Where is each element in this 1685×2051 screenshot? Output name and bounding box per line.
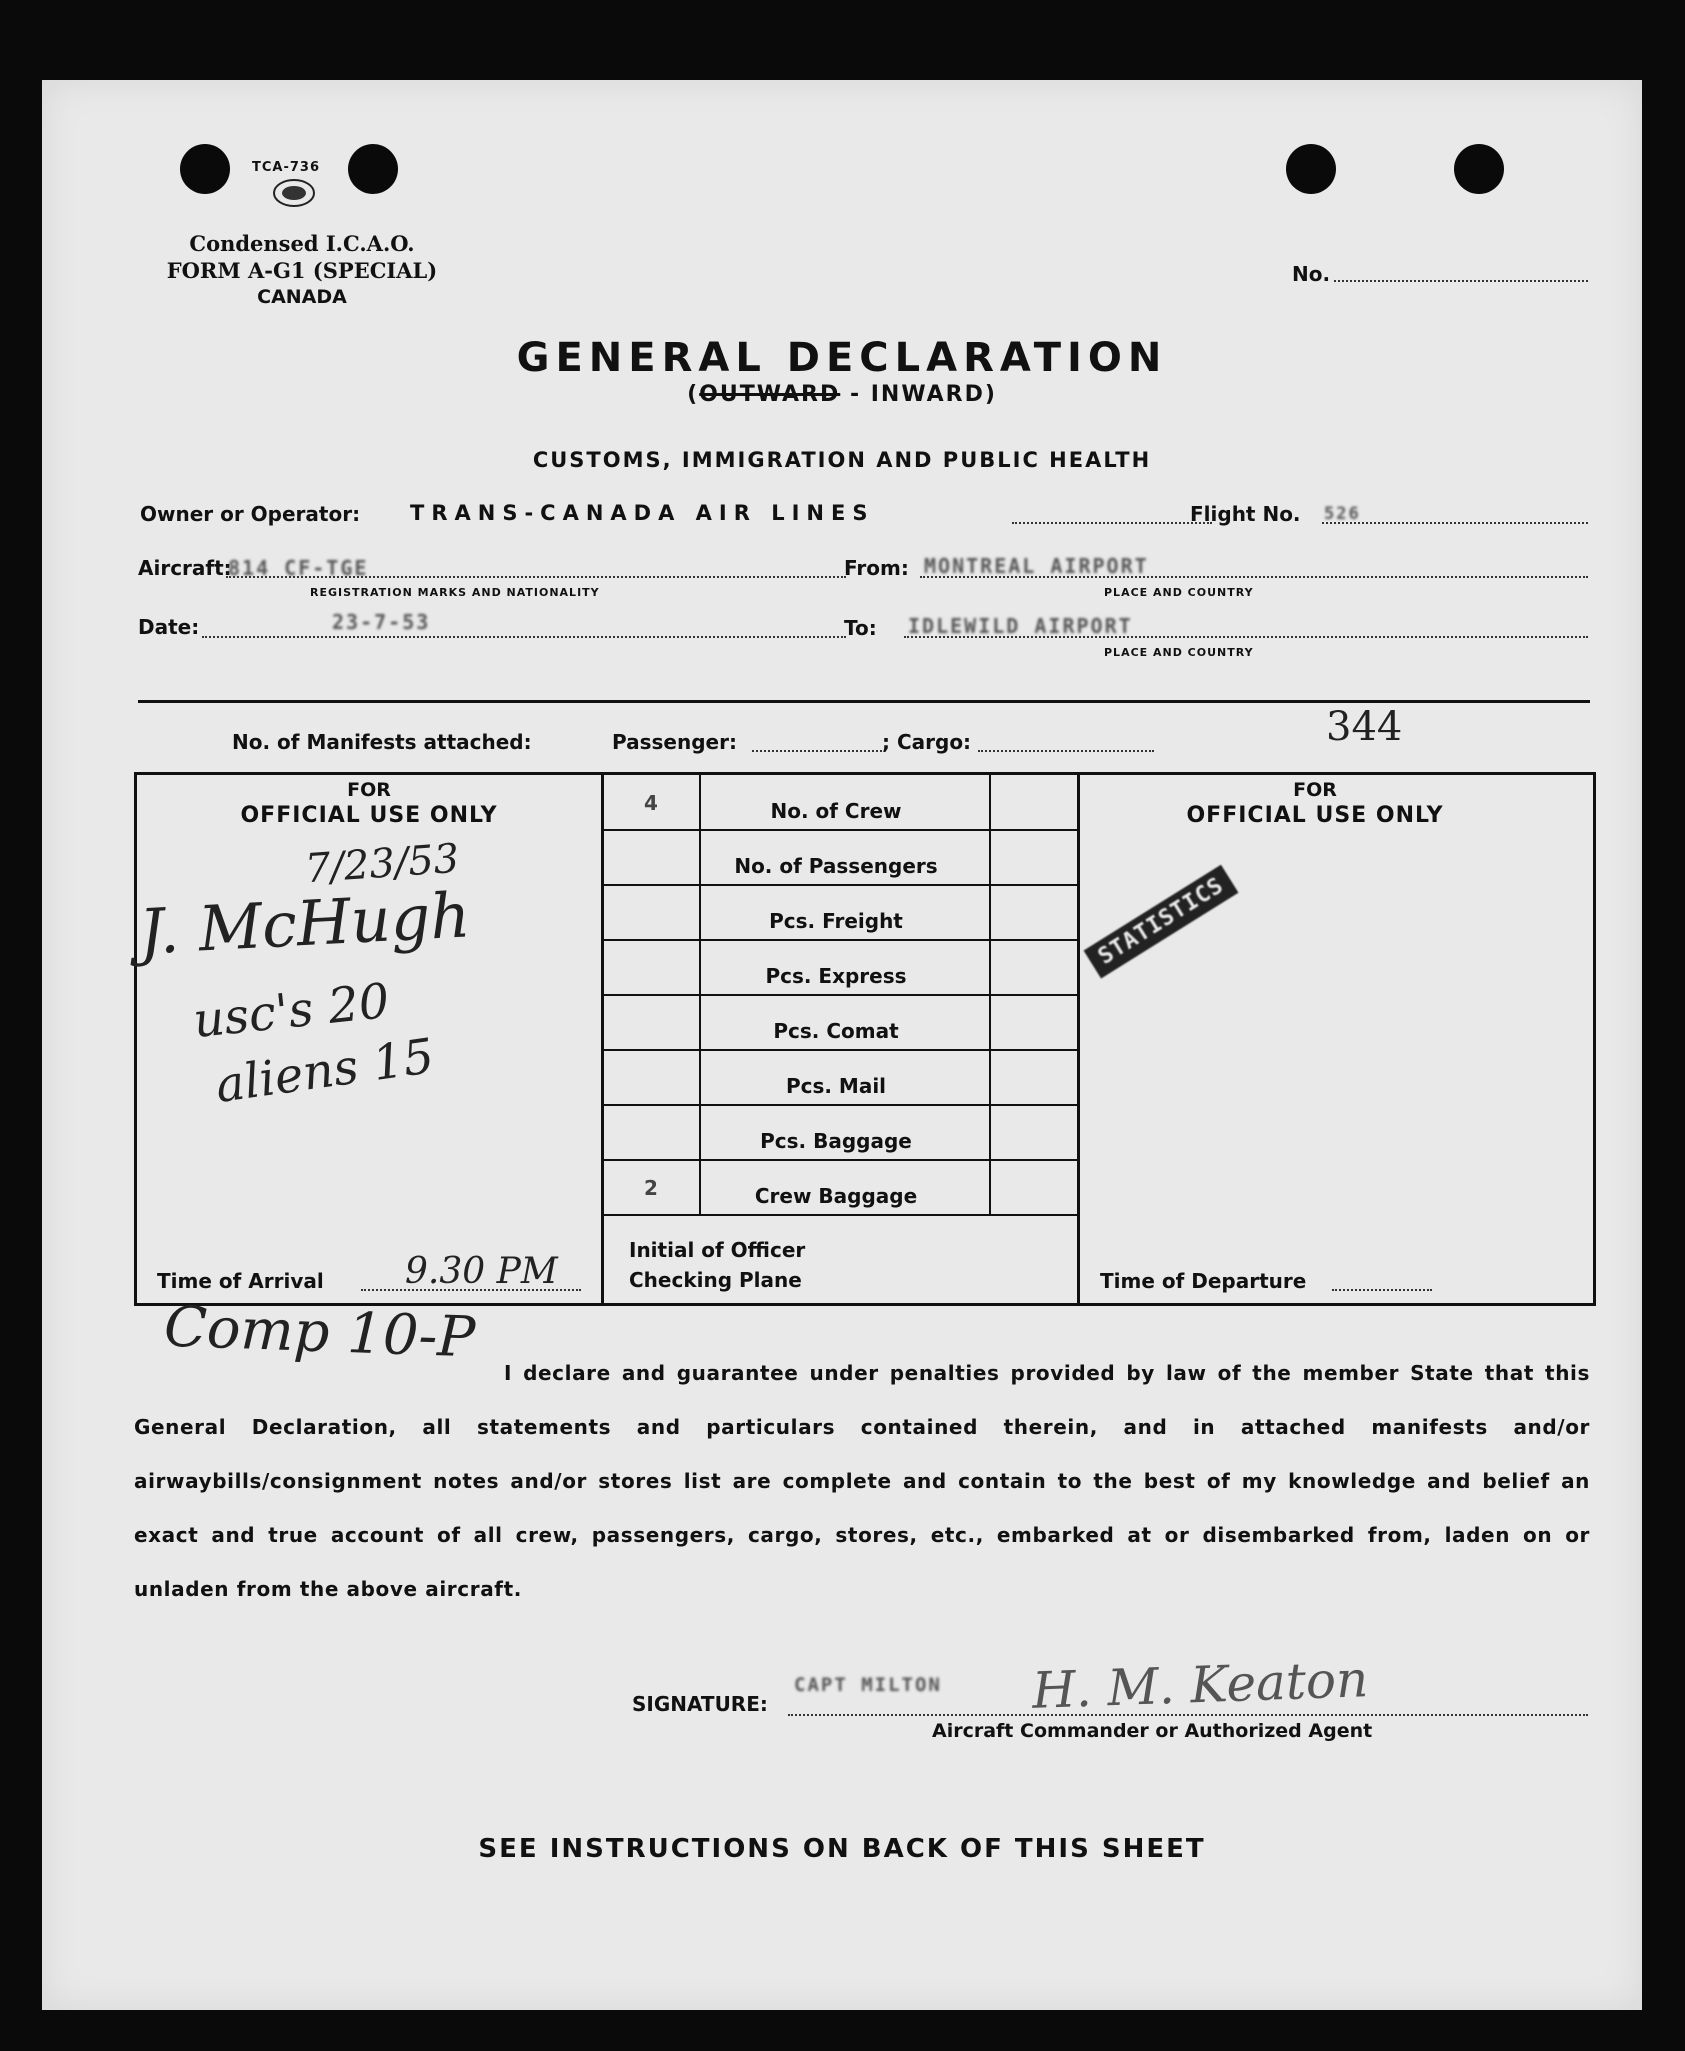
table-row <box>601 995 1077 1051</box>
handwritten-comp-note: Comp 10-P <box>162 1294 477 1371</box>
crew-baggage-label: Crew Baggage <box>754 1184 918 1208</box>
handwritten-aliens-count: aliens 15 <box>212 1027 438 1115</box>
subtitle: CUSTOMS, IMMIGRATION AND PUBLIC HEALTH <box>532 448 1152 472</box>
instructions-footer: SEE INSTRUCTIONS ON BACK OF THIS SHEET <box>478 1834 1206 1864</box>
to-caption: PLACE AND COUNTRY <box>1104 646 1254 659</box>
flight-field-line <box>1322 522 1588 524</box>
form-line-2: FORM A-G1 (SPECIAL) <box>166 258 438 283</box>
signature-field-line[interactable] <box>788 1714 1588 1716</box>
baggage-label: Pcs. Baggage <box>760 1129 912 1153</box>
table-row <box>601 1050 1077 1106</box>
mail-label: Pcs. Mail <box>785 1074 887 1098</box>
handwritten-date: 7/23/53 <box>303 835 461 893</box>
owner-value: TRANS-CANADA AIR LINES <box>410 501 875 525</box>
flight-value: 526 <box>1324 504 1361 524</box>
punch-hole <box>1454 144 1504 194</box>
signature-label: SIGNATURE: <box>632 1692 768 1716</box>
left-heading-line2: OFFICIAL USE ONLY <box>240 803 498 828</box>
departure-label: Time of Departure <box>1100 1269 1307 1293</box>
signature-caption: Aircraft Commander or Authorized Agent <box>932 1720 1373 1742</box>
owner-field-line <box>1012 522 1212 524</box>
table-row <box>601 830 1077 886</box>
form-sheet <box>42 80 1642 2010</box>
passengers-label: No. of Passengers <box>734 854 938 878</box>
flight-label: Flight No. <box>1190 502 1301 526</box>
crew-count: 4 <box>644 791 658 815</box>
direction-outward-struck: OUTWARD <box>699 382 841 407</box>
freight-label: Pcs. Freight <box>769 909 903 933</box>
arrival-label: Time of Arrival <box>157 1269 324 1293</box>
right-official-column <box>1077 775 1596 1303</box>
date-value: 23-7-53 <box>332 610 431 634</box>
to-field-line <box>904 636 1588 638</box>
declaration-text: I declare and guarantee under penalties provided by law of the member State that this General Declaration, all statements and particulars contained therein, and in attached manifests and/or airwaybills/consignment notes and/or stores list are complete and contain to the best of my knowledge and belief an exact and true account of all crew, passengers, cargo, stores, etc., embarked at or disembarked from, laden on or unladen from the above aircraft. <box>134 1361 1590 1601</box>
right-heading-line1: FOR <box>1293 779 1337 801</box>
aircraft-caption: REGISTRATION MARKS AND NATIONALITY <box>310 586 600 599</box>
table-row <box>601 1160 1077 1216</box>
punch-hole <box>1286 144 1336 194</box>
departure-field-line[interactable] <box>1332 1289 1432 1291</box>
cargo-manifest-label: ; Cargo: <box>882 730 972 754</box>
direction-line: (OUTWARD - INWARD) <box>687 382 997 407</box>
left-heading-line1: FOR <box>347 779 391 801</box>
right-heading-line2: OFFICIAL USE ONLY <box>1186 803 1444 828</box>
to-value: IDLEWILD AIRPORT <box>908 614 1133 638</box>
from-field-line <box>920 576 1588 578</box>
number-label: No. <box>1292 262 1331 286</box>
owner-label: Owner or Operator: <box>140 502 361 526</box>
comat-label: Pcs. Comat <box>773 1019 899 1043</box>
aircraft-field-line <box>226 576 846 578</box>
table-row <box>601 885 1077 941</box>
form-line-3: CANADA <box>257 286 347 308</box>
signature-typed-name: CAPT MILTON <box>794 1674 942 1696</box>
table-row <box>601 1105 1077 1161</box>
manifests-label: No. of Manifests attached: <box>232 730 532 754</box>
number-field[interactable] <box>1334 280 1588 282</box>
handwritten-officer-name: J. McHugh <box>137 878 472 969</box>
form-code: TCA-736 <box>252 160 321 175</box>
page-title: GENERAL DECLARATION <box>516 335 1168 381</box>
direction-inward: - INWARD) <box>849 382 997 407</box>
handwritten-signature: H. M. Keaton <box>1031 1650 1370 1720</box>
statistics-stamp: STATISTICS <box>1084 864 1239 978</box>
left-official-column <box>137 775 604 1303</box>
to-label: To: <box>844 616 877 640</box>
aircraft-value: 814 CF-TGE <box>228 556 369 580</box>
crew-label: No. of Crew <box>770 799 902 823</box>
officer-initial-label: Initial of Officer Checking Plane <box>629 1238 806 1292</box>
aircraft-label: Aircraft: <box>138 556 232 580</box>
union-label-icon <box>272 178 316 208</box>
from-caption: PLACE AND COUNTRY <box>1104 586 1254 599</box>
punch-hole <box>348 144 398 194</box>
cargo-manifest-field[interactable] <box>978 750 1154 752</box>
form-identification <box>122 230 482 311</box>
express-label: Pcs. Express <box>765 964 907 988</box>
from-value: MONTREAL AIRPORT <box>924 554 1149 578</box>
passenger-manifest-field[interactable] <box>752 750 882 752</box>
table-row <box>601 775 1077 831</box>
date-label: Date: <box>138 615 200 639</box>
crew-baggage-count: 2 <box>644 1176 658 1200</box>
handwritten-citizens-count: usc's 20 <box>190 972 392 1050</box>
official-use-table <box>134 772 1596 1306</box>
table-row <box>601 940 1077 996</box>
middle-count-column <box>601 775 1077 1303</box>
passenger-manifest-label: Passenger: <box>612 730 737 754</box>
arrival-time-value: 9.30 PM <box>405 1251 558 1292</box>
separator-rule <box>138 700 1590 703</box>
punch-hole <box>180 144 230 194</box>
date-field-line <box>202 636 846 638</box>
form-line-1: Condensed I.C.A.O. <box>189 231 415 256</box>
from-label: From: <box>844 556 909 580</box>
handwritten-number: 344 <box>1326 704 1403 750</box>
